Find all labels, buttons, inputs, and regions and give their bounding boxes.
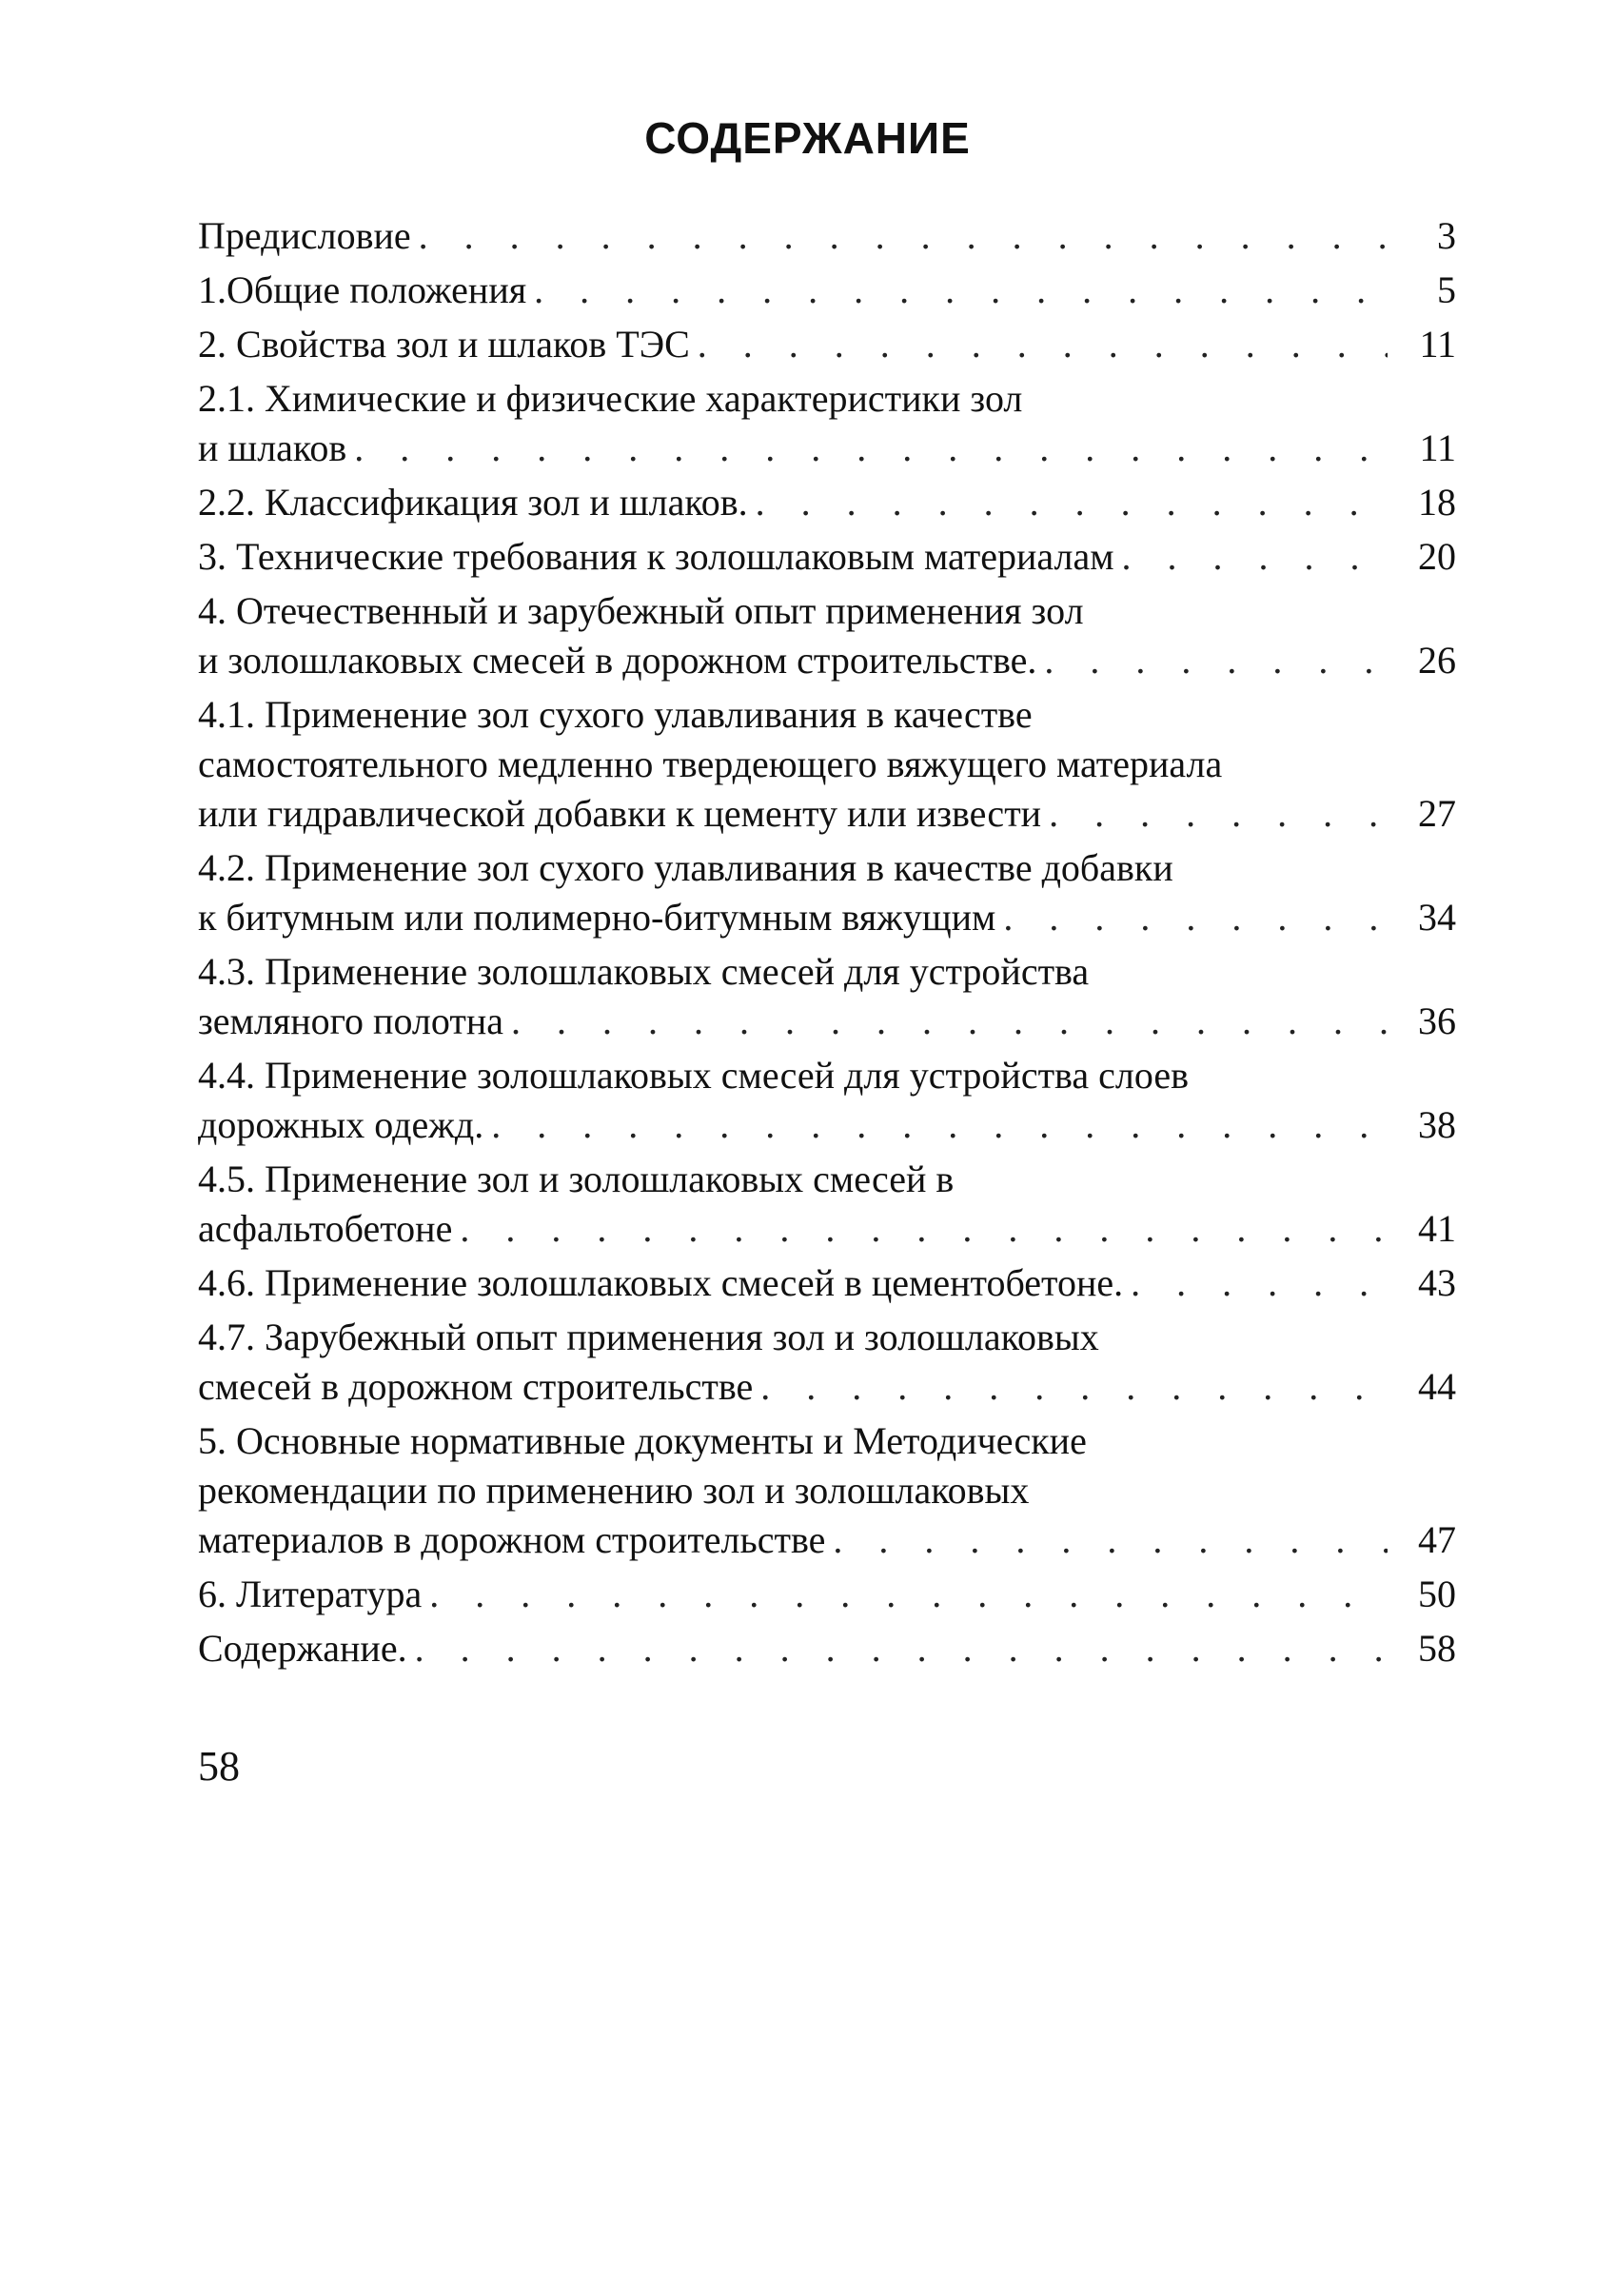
toc-entry-text: дорожных одежд. <box>198 1103 484 1146</box>
toc-entry-text: 1.Общие положения <box>198 268 527 311</box>
toc-entry-text: 4.7. Зарубежный опыт применения зол и золошлаковых <box>198 1316 1099 1358</box>
toc-entry-text: 2. Свойства зол и шлаков ТЭС <box>198 323 690 366</box>
toc-entry-text: смесей в дорожном строительстве <box>198 1365 754 1408</box>
dot-leader <box>483 1100 1388 1150</box>
toc-entry-text: самостоятельного медленно твердеющего вяжущего материала <box>198 742 1223 785</box>
toc-entry-text: 4. Отечественный и зарубежный опыт применения зол <box>198 589 1084 632</box>
toc-page-number: 26 <box>1418 639 1456 682</box>
dot-leader <box>748 478 1388 527</box>
toc-page-number: 34 <box>1418 896 1456 939</box>
toc-entry-text: Предисловие <box>198 214 411 257</box>
toc-entry[interactable] <box>198 947 1456 1046</box>
dot-leader <box>1123 1258 1388 1308</box>
toc-entry-text: или гидравлической добавки к цементу или извести <box>198 792 1042 835</box>
toc-entry[interactable] <box>198 374 1456 473</box>
toc-entry-text: 4.3. Применение золошлаковых смесей для устройства <box>198 950 1090 993</box>
toc-entry[interactable] <box>198 1155 1456 1254</box>
dot-leader <box>411 211 1388 261</box>
toc-entry[interactable] <box>198 1624 1456 1673</box>
toc-page-number: 41 <box>1418 1207 1456 1250</box>
dot-leader <box>1114 532 1388 582</box>
toc-entry[interactable] <box>198 211 1456 261</box>
toc-page-number: 47 <box>1418 1518 1456 1561</box>
toc-page-number: 5 <box>1437 268 1456 311</box>
toc-page-number: 20 <box>1418 535 1456 578</box>
toc-entry[interactable] <box>198 690 1456 839</box>
toc-page-number: 27 <box>1418 792 1456 835</box>
toc-entry-text: земляного полотна <box>198 1000 503 1042</box>
toc-entry[interactable] <box>198 586 1456 685</box>
toc-entry[interactable] <box>198 1258 1456 1308</box>
toc-page-number: 3 <box>1437 214 1456 257</box>
toc-page-number: 43 <box>1418 1261 1456 1304</box>
toc-page-number: 11 <box>1419 323 1456 366</box>
toc-entry-text: 4.1. Применение зол сухого улавливания в качестве <box>198 693 1033 736</box>
page-number: 58 <box>198 1743 240 1790</box>
toc-entry[interactable] <box>198 1570 1456 1619</box>
toc-entry[interactable] <box>198 843 1456 942</box>
dot-leader <box>346 424 1388 473</box>
toc-page-number: 18 <box>1418 481 1456 524</box>
table-of-contents <box>198 211 1456 1678</box>
dot-leader <box>690 320 1388 369</box>
toc-entry-text: 4.4. Применение золошлаковых смесей для устройства слоев <box>198 1054 1190 1097</box>
toc-entry[interactable] <box>198 532 1456 582</box>
dot-leader <box>407 1624 1388 1673</box>
toc-entry[interactable] <box>198 1051 1456 1150</box>
dot-leader <box>503 997 1388 1046</box>
toc-page-number: 50 <box>1418 1573 1456 1615</box>
toc-entry-text: 4.2. Применение зол сухого улавливания в качестве добавки <box>198 846 1173 889</box>
toc-entry[interactable] <box>198 1313 1456 1412</box>
toc-page-number: 38 <box>1418 1103 1456 1146</box>
dot-leader <box>753 1362 1388 1412</box>
toc-entry[interactable] <box>198 266 1456 315</box>
toc-entry-text: материалов в дорожном строительстве <box>198 1518 826 1561</box>
toc-entry-text: 6. Литература <box>198 1573 423 1615</box>
dot-leader <box>526 266 1388 315</box>
toc-entry[interactable] <box>198 1416 1456 1565</box>
dot-leader <box>995 893 1388 942</box>
toc-entry-text: 2.1. Химические и физические характеристики зол <box>198 377 1023 420</box>
toc-entry-text: 4.6. Применение золошлаковых смесей в цементобетоне. <box>198 1261 1124 1304</box>
toc-entry-text: 2.2. Классификация зол и шлаков. <box>198 481 748 524</box>
toc-entry-text: Содержание. <box>198 1627 407 1670</box>
toc-entry[interactable] <box>198 478 1456 527</box>
toc-page-number: 36 <box>1418 1000 1456 1042</box>
toc-page-number: 11 <box>1419 426 1456 469</box>
toc-entry-text: 3. Технические требования к золошлаковым материалам <box>198 535 1114 578</box>
dot-leader <box>1036 636 1388 685</box>
dot-leader <box>422 1570 1388 1619</box>
dot-leader <box>1041 789 1388 839</box>
toc-entry-text: и шлаков <box>198 426 347 469</box>
toc-entry-text: 5. Основные нормативные документы и Методические <box>198 1419 1087 1462</box>
toc-entry[interactable] <box>198 320 1456 369</box>
toc-entry-text: к битумным или полимерно-битумным вяжущим <box>198 896 996 939</box>
toc-entry-text: 4.5. Применение зол и золошлаковых смесей в <box>198 1158 955 1200</box>
toc-entry-text: асфальтобетоне <box>198 1207 453 1250</box>
toc-page-number: 58 <box>1418 1627 1456 1670</box>
toc-page-number: 44 <box>1418 1365 1456 1408</box>
page-title: СОДЕРЖАНИЕ <box>644 113 971 163</box>
toc-entry-text: рекомендации по применению зол и золошлаковых <box>198 1469 1030 1512</box>
toc-entry-text: и золошлаковых смесей в дорожном строительстве. <box>198 639 1037 682</box>
dot-leader <box>825 1515 1388 1565</box>
dot-leader <box>452 1204 1388 1254</box>
